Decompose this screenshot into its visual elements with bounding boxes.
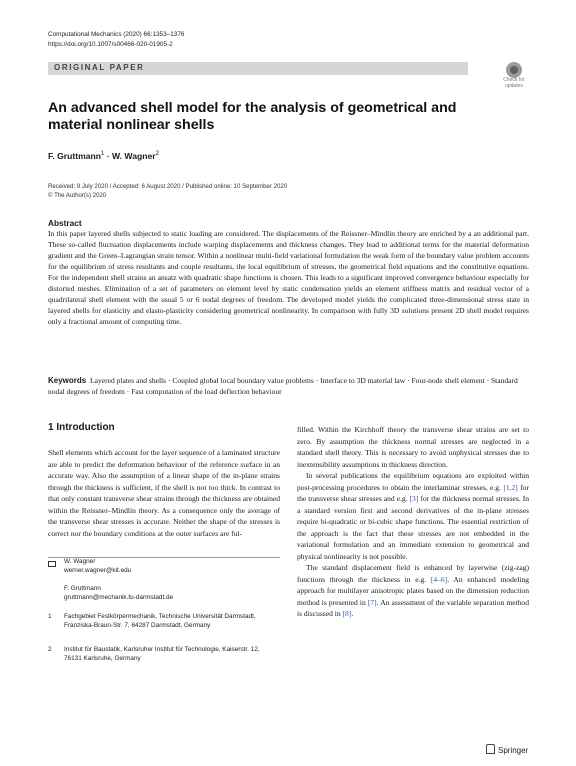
doi-link[interactable]: https://doi.org/10.1007/s00466-020-01905-2 [48,41,173,48]
column-left [48,447,280,539]
history-dates: Received: 9 July 2020 / Accepted: 6 August 2020 / Published online: 10 September 2020 [48,183,288,190]
paper-title: An advanced shell model for the analysis of geometrical and material nonlinear shells [48,100,457,133]
paragraph: Shell elements which account for the layer sequence of a laminated structure are able to predict the deformation behaviour of the reference surface in an accurate way. Also the assumption of a linear shape of the in-plane strains through the thickness is sufficient, if the shell is not too thick. In contrast to that only constant transverse shear strains through the thickness are obtained within the Reissner–Mindlin theory. As a consequence only the average of the transverse shear stresses is accurate. Neither the shape of the stresses is correct nor the boundary conditions at the outer surfaces are ful- [48,448,280,538]
affiliation-number-1: 1 [48,613,52,620]
journal-info [48,30,184,50]
article-type-banner [48,62,468,75]
corresponding-author-email[interactable]: werner.wagner@kit.edu [64,566,132,574]
publisher-logo [486,744,528,755]
citation-link[interactable]: [7] [367,597,377,607]
co-author-name: F. Gruttmann [64,585,101,592]
publisher-name: Springer [498,746,529,755]
badge-line1: Check for [503,77,525,83]
paragraph: filled. Within the Kirchhoff theory the transverse shear strains are set to zero. By assumption the thickness normal stresses are neglected in a standard shell theory. This is necessary to avoid unphysical stresses due to inextensibility assumptions in thickness direction. [297,425,529,469]
envelope-icon [48,561,56,567]
author-list [48,151,159,161]
author-1[interactable]: F. Gruttmann [48,151,101,161]
journal-citation: Computational Mechanics (2020) 66:1353–1376 [48,31,185,38]
co-author [64,585,173,603]
check-for-updates-badge[interactable] [499,62,529,94]
citation-link[interactable]: [4–6] [430,574,448,584]
corresponding-author [64,558,131,576]
publication-dates [48,182,287,200]
article-type-label: ORIGINAL PAPER [54,63,145,72]
citation-link[interactable]: [3] [409,494,419,503]
column-right [297,424,529,620]
affiliation-1: Fachgebiet Festkörpermechanik, Technische Universität Darmstadt, Franziska-Braun-Str. 7, 64287 Darmstadt, Germany [64,613,256,629]
citation-link[interactable]: [8] [342,609,352,618]
affiliation-number-2: 2 [48,646,52,653]
author-separator: · [106,151,110,161]
paragraph: The standard displacement field is enhanced by layerwise (zig-zag) functions through the thickness in e.g. [4–6]. An enhanced modeling approach for multilayer anisotropic plates based on the dimension reduction method is presented in [7]. An assessment of the variable separation method is discussed in [8]. [297,563,529,618]
abstract-heading: Abstract [48,218,82,228]
co-author-email[interactable]: gruttmann@mechanik.tu-darmstadt.de [64,593,174,601]
keywords-text: Layered plates and shells · Coupled global local boundary value problems · Interface to 3D material law · Four-node shell element · Standard nodal degrees of freedom · Fast computation of the load deflection behaviour [48,376,518,396]
section-heading-introduction: 1 Introduction [48,422,115,433]
check-updates-icon [506,62,522,78]
keywords [48,375,529,397]
keywords-label: Keywords [48,376,87,385]
paragraph: In several publications the equilibrium equations are exploited within post-processing procedures to obtain the interlaminar stresses, e.g. [1,2] for the transverse shear stresses and e.g. [3] for the thickness normal stresses. In a standard version first and second derivatives of the in-plane stresses require bi-quadratic or bi-cubic shape functions. The essential restriction of the approach is the fact that these stresses are not embedded in the variational formulation and an immediate extension to geometrical and physical nonlinearity is not possible. [297,471,529,561]
corresponding-author-name: W. Wagner [64,558,96,565]
citation-link[interactable]: [1,2] [503,482,518,492]
badge-line2: updates [505,82,523,89]
author-2[interactable]: W. Wagner [112,151,156,161]
author-1-affiliation: 1 [101,151,105,158]
copyright: © The Author(s) 2020 [48,192,107,199]
springer-horse-icon [486,744,495,754]
abstract-text: In this paper layered shells subjected to static loading are considered. The displacements of the Reissner–Mindlin theory are enriched by a an additional part. These so-called fluctuation displacements include warping displacements and thickness changes. They lead to additional terms for the material deformation gradient and the Green–Lagrangian strain tensor. Within a nonlinear multi-field variational formulation the weak form of the boundary value problem accounts for the equilibrium of stress resultants and couple resultants, the local equilibrium of stresses, the geometrical field equations and the constitutive equations. For the independent shell strains an ansatz with quadratic shape functions is chosen. This leads to a significant improved convergence behaviour especially for distorted meshes. Elimination of a set of parameters on element level by static condensation yields an element stiffness matrix and residual vector of a quadrilateral shell element with the usual 5 or 6 nodal degrees of freedom. The developed model yields the complicated three-dimensional stress state in layered shells for elasticity and elasto-plasticity considering geometrical nonlinearity. In comparison with fully 3D solutions present 2D shell model requires only a fractional amount of computing time. [48,229,529,326]
affiliation-2: Institut für Baustatik, Karlsruher Institut für Technologie, Kaiserstr. 12, 76131 Karlsruhe, Germany [64,646,260,662]
author-2-affiliation: 2 [155,151,159,158]
